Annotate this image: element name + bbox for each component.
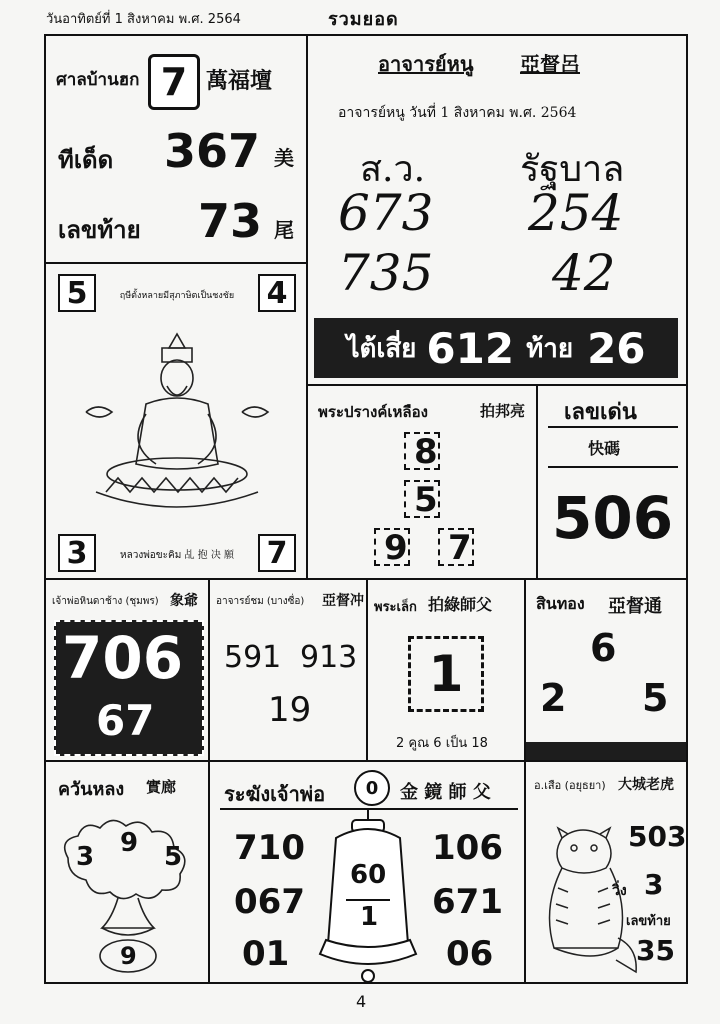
asua-title: อ.เสือ (อยุธยา) [534,779,606,792]
asua-value-3: 35 [636,934,675,967]
prarang-frame-3 [374,528,410,566]
lekden-title: เลขเด่น [564,400,637,425]
arjarn-nu-col1-head: ส.ว. [360,149,426,190]
kwanlong-panel [44,760,210,984]
lekden-chinese: 快碼 [588,439,621,458]
asua-value-2: 3 [644,868,664,901]
lekden-rule-2 [548,466,678,468]
prarang-title: พระปรางค์เหลือง [318,403,428,421]
arjarn-nu-title: อาจารย์หนู [378,52,474,76]
rakang-left-1: 710 [234,828,305,868]
arjarn-nu-panel [306,34,688,386]
sanbuanhok-value2: 73 [198,194,263,248]
asua-last-label: เลขท้าย [626,914,671,929]
monk-number-tr: 4 [258,274,296,312]
prarang-digit-3: 9 [384,528,408,568]
asua-panel [524,760,688,984]
page-number: 4 [356,992,367,1011]
sanbuanhok-title: ศาลบ้านฮก [56,70,140,90]
bell-bottom-number: 1 [360,902,379,932]
chaopho-panel [44,578,210,762]
arjarn-nu-banner [314,318,678,378]
monk-caption-bottom: หลวงพ่อขะคิม 乩 抱 决 願 [119,550,235,561]
arjarn-chom-chinese: 亞督冲 [322,593,364,609]
sanbuanhok-panel [44,34,308,264]
sanbuanhok-char2: 尾 [274,218,294,242]
asua-run-label: วิ่ง [612,883,627,899]
monk-illustration [66,314,288,524]
sanbuanhok-chinese: 萬福壇 [206,69,273,94]
kwanlong-chinese: 實廊 [146,778,177,796]
arjarn-chom-value-3: 19 [268,690,312,730]
prarang-panel [306,384,538,580]
rakang-title: ระฆังเจ้าพ่อ [224,782,326,806]
rakang-panel [208,760,526,984]
sinthong-title: สินทอง [536,594,585,613]
asua-value-1: 503 [628,820,687,853]
prarang-digit-1: 8 [414,432,438,472]
rakang-right-2: 671 [432,882,503,922]
banner-value-tai: 26 [587,323,646,373]
sanbuanhok-value1: 367 [164,124,261,178]
header-brand: รวมยอด [328,9,399,30]
monk-panel [44,262,308,580]
lekden-panel [536,384,688,580]
prarang-chinese: 拍邦亮 [480,402,526,420]
sinthong-panel [524,578,688,762]
chaopho-value-1: 706 [62,624,184,692]
arjarn-chom-title: อาจารย์ชม (บางซื่อ) [216,596,305,607]
rakang-left-3: 01 [242,934,290,974]
bell-illustration [316,808,420,984]
monk-number-tl: 5 [58,274,96,312]
prarang-digit-2: 5 [414,480,438,520]
monk-caption-top: ฤษีตั้งหลายมีสุภาษิตเป็นชงชัย [119,291,235,301]
kwanlong-value-4: 9 [120,942,137,970]
chaopho-title: เจ้าพ่อหินดาช้าง (ชุมพร) [52,596,159,607]
monk-number-br: 7 [258,534,296,572]
sanbuanhok-label1: ทีเด็ด [58,146,114,174]
lekden-rule [548,426,678,428]
sinthong-chinese: 亞督通 [608,596,662,617]
asua-chinese: 大城老虎 [618,777,674,793]
rakang-chinese: 金 鏡 師 父 [400,782,491,803]
sanbuanhok-char1: 美 [274,146,294,170]
arjarn-nu-col1-v1: 673 [338,184,434,242]
arjarn-nu-col2-v1: 254 [528,184,624,242]
arjarn-nu-subtitle: อาจารย์หนู วันที่ 1 สิงหาคม พ.ศ. 2564 [338,105,577,121]
kwanlong-value-3: 5 [164,842,183,872]
sanbuanhok-label2: เลขท้าย [58,216,141,244]
arjarn-nu-col2-head: รัฐบาล [520,149,625,190]
prarang-frame-1 [404,432,440,470]
phralek-panel [366,578,526,762]
sinthong-value-1: 6 [590,626,617,670]
prarang-frame-4 [438,528,474,566]
banner-label-taisia: ไต้เสี่ย [346,333,417,364]
sinthong-bar [526,742,686,760]
rakang-circle: 0 [354,770,390,806]
phralek-note: 2 คูณ 6 เป็น 18 [396,736,488,751]
kwanlong-value-2: 9 [120,828,139,858]
arjarn-chom-value-1: 591 [224,640,282,675]
banner-label-tai: ท้าย [526,333,574,364]
phralek-chinese: 拍綠師父 [428,595,493,614]
rakang-right-1: 106 [432,828,503,868]
arjarn-nu-col1-v2: 735 [338,244,434,302]
phralek-title: พระเล็ก [374,600,417,615]
chaopho-chinese: 象爺 [170,593,198,609]
kwanlong-value-1: 3 [76,842,95,872]
kwanlong-title: ควันหลง [58,779,125,800]
rakang-left-2: 067 [234,882,305,922]
banner-value-taisia: 612 [426,323,515,373]
bell-top-number: 60 [350,860,387,890]
arjarn-nu-chinese: 亞督呂 [520,52,580,76]
arjarn-chom-value-2: 913 [300,640,358,675]
prarang-frame-2 [404,480,440,518]
chaopho-value-2: 67 [96,696,155,745]
phralek-value: 1 [428,645,464,703]
sinthong-value-3: 5 [642,676,669,720]
lekden-value: 506 [552,484,674,552]
prarang-digit-4: 7 [448,528,472,568]
sanbuanhok-number: 7 [148,54,200,110]
arjarn-chom-panel [208,578,368,762]
rakang-right-3: 06 [446,934,494,974]
arjarn-nu-col2-v2: 42 [552,244,616,302]
header-date: วันอาทิตย์ที่ 1 สิงหาคม พ.ศ. 2564 [46,12,241,27]
monk-number-bl: 3 [58,534,96,572]
sinthong-value-2: 2 [540,676,567,720]
